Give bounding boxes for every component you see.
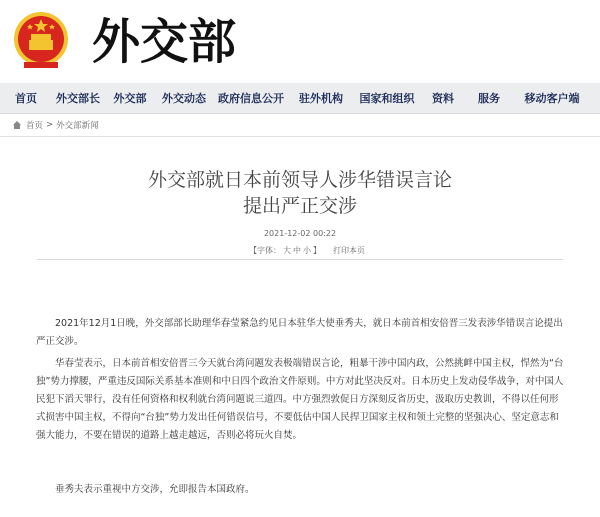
breadcrumb <box>0 114 600 137</box>
font-small-button[interactable]: 小 <box>303 246 311 255</box>
breadcrumb-home[interactable]: 首页 <box>26 121 44 131</box>
font-medium-button[interactable]: 中 <box>293 246 301 255</box>
nav-gov-info[interactable]: 政府信息公开 <box>218 92 284 105</box>
article-title-line1: 外交部就日本前领导人涉华错误言论 <box>147 169 452 191</box>
breadcrumb-separator: > <box>46 120 54 130</box>
nav-mobile-app[interactable]: 移动客户端 <box>524 92 580 105</box>
nav-services[interactable]: 服务 <box>478 92 500 105</box>
nav-activities[interactable]: 外交动态 <box>162 92 206 105</box>
home-icon[interactable] <box>12 120 22 130</box>
print-button[interactable]: 打印本页 <box>333 246 365 255</box>
nav-minister[interactable]: 外交部长 <box>56 92 100 105</box>
main-nav <box>0 83 600 114</box>
article-paragraph: 华春莹表示，日本前首相安倍晋三今天就台湾问题发表极端错误言论，粗暴干涉中国内政，公然挑衅中国主权，悍然为“台独”势力撑腰，严重违反国际关系基本准则和中日四个政治文件原则。中方对此坚决反对。日本历史上发动侵华战争，对中国人民犯下滔天罪行，没有任何资格和权利就台湾问题说三道四。中方强烈敦促日方深刻反省历史，汲取历史教训，不得以任何形式损害中国主权，不得向“台独”势力发出任何错误信号，不要低估中国人民捍卫国家主权和领土完整的坚强决心、坚定意志和强大能力，不要在错误的道路上越走越远，否则必将玩火自焚。 <box>36 358 564 441</box>
nav-resources[interactable]: 资料 <box>432 92 454 105</box>
article-title-line2: 提出严正交涉 <box>242 195 357 217</box>
article-area <box>0 137 600 517</box>
nav-countries[interactable]: 国家和组织 <box>359 92 415 105</box>
article-paragraph: 2021年12月1日晚，外交部部长助理华春莹紧急约见日本驻华大使垂秀夫，就日本前首相安倍晋三发表涉华错误言论提出严正交涉。 <box>36 318 563 347</box>
font-size-end: 】 <box>313 246 321 255</box>
breadcrumb-current[interactable]: 外交部新闻 <box>56 121 99 131</box>
article-tools <box>249 245 367 256</box>
font-size-label: 【字体： <box>249 246 281 255</box>
nav-ministry[interactable]: 外交部 <box>113 92 147 105</box>
national-emblem-icon[interactable] <box>12 10 70 72</box>
site-logo[interactable] <box>90 8 260 70</box>
font-large-button[interactable]: 大 <box>283 246 291 255</box>
article-paragraph: 垂秀夫表示重视中方交涉，允即报告本国政府。 <box>55 484 255 495</box>
nav-home[interactable]: 首页 <box>15 92 37 105</box>
divider <box>37 259 563 260</box>
article-date: 2021-12-02 00:22 <box>263 229 337 238</box>
site-header <box>0 0 600 83</box>
nav-missions[interactable]: 驻外机构 <box>299 92 343 105</box>
site-name: 外交部 <box>92 14 237 70</box>
